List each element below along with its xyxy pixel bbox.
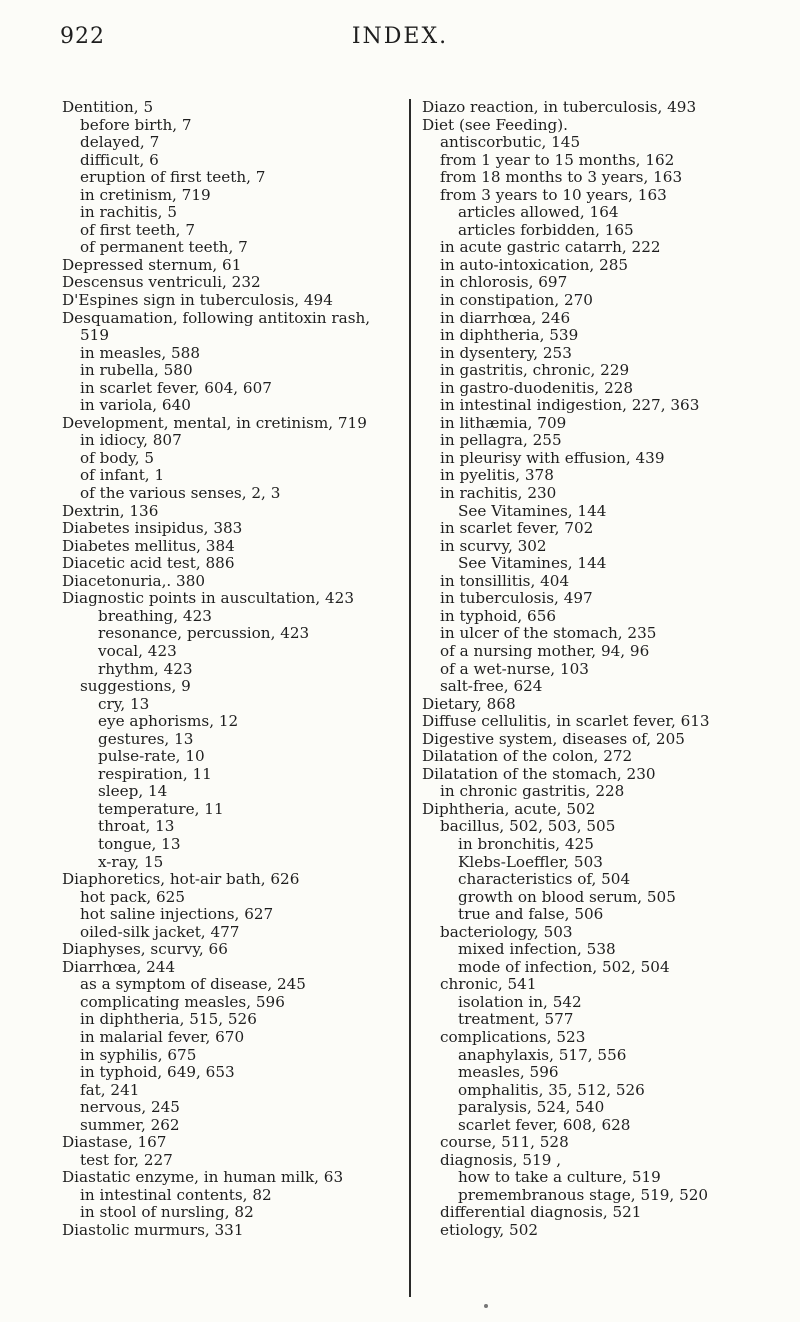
index-entry: of the various senses, 2, 3 bbox=[80, 484, 281, 503]
index-entry: Diffuse cellulitis, in scarlet fever, 613 bbox=[422, 712, 710, 731]
index-entry: from 1 year to 15 months, 162 bbox=[440, 150, 675, 169]
index-entry: in diphtheria, 515, 526 bbox=[80, 1010, 257, 1029]
index-entry: oiled-silk jacket, 477 bbox=[80, 922, 240, 941]
index-entry: Diastase, 167 bbox=[62, 1133, 167, 1152]
index-entry: Dietary, 868 bbox=[422, 694, 516, 713]
index-entry: mode of infection, 502, 504 bbox=[458, 957, 670, 976]
index-entry: in bronchitis, 425 bbox=[458, 834, 594, 853]
index-entry: in typhoid, 649, 653 bbox=[80, 1063, 235, 1082]
index-entry: in ulcer of the stomach, 235 bbox=[440, 624, 657, 643]
index-entry: Diagnostic points in auscultation, 423 bbox=[62, 589, 354, 608]
index-entry: delayed, 7 bbox=[80, 133, 160, 152]
index-entry: growth on blood serum, 505 bbox=[458, 887, 676, 906]
index-entry: in rachitis, 230 bbox=[440, 484, 557, 503]
index-entry: how to take a culture, 519 bbox=[458, 1168, 661, 1187]
index-entry: in malarial fever, 670 bbox=[80, 1027, 245, 1046]
index-entry: in pleurisy with effusion, 439 bbox=[440, 448, 665, 467]
column-divider bbox=[409, 99, 411, 1297]
index-entry: chronic, 541 bbox=[440, 975, 537, 994]
index-entry: in intestinal contents, 82 bbox=[80, 1185, 272, 1204]
index-entry: treatment, 577 bbox=[458, 1010, 574, 1029]
index-entry: hot pack, 625 bbox=[80, 887, 185, 906]
index-entry: isolation in, 542 bbox=[458, 992, 582, 1011]
index-entry: from 3 years to 10 years, 163 bbox=[440, 185, 667, 204]
index-entry: before birth, 7 bbox=[80, 115, 192, 134]
index-entry: in syphilis, 675 bbox=[80, 1045, 197, 1064]
index-entry: antiscorbutic, 145 bbox=[440, 133, 581, 152]
index-entry: in lithæmia, 709 bbox=[440, 413, 567, 432]
index-entry: complications, 523 bbox=[440, 1027, 586, 1046]
index-entry: temperature, 11 bbox=[98, 799, 224, 818]
index-entry: in rachitis, 5 bbox=[80, 203, 177, 222]
index-entry: from 18 months to 3 years, 163 bbox=[440, 168, 683, 187]
index-entry: in tonsillitis, 404 bbox=[440, 571, 570, 590]
index-entry: in auto-intoxication, 285 bbox=[440, 255, 629, 274]
index-entry: in chronic gastritis, 228 bbox=[440, 782, 625, 801]
index-entry: in scarlet fever, 702 bbox=[440, 519, 594, 538]
index-entry: premembranous stage, 519, 520 bbox=[458, 1185, 709, 1204]
index-entry: of a wet-nurse, 103 bbox=[440, 659, 589, 678]
index-entry: etiology, 502 bbox=[440, 1221, 539, 1239]
index-entry: articles forbidden, 165 bbox=[458, 220, 634, 239]
index-entry: anaphylaxis, 517, 556 bbox=[458, 1045, 627, 1064]
index-entry: differential diagnosis, 521 bbox=[440, 1203, 642, 1222]
index-entry: Diet (see Feeding). bbox=[422, 115, 568, 134]
index-entry: in measles, 588 bbox=[80, 343, 200, 362]
index-entry: See Vitamines, 144 bbox=[458, 501, 607, 520]
index-entry: Descensus ventriculi, 232 bbox=[62, 273, 261, 292]
index-entry: in gastro-duodenitis, 228 bbox=[440, 378, 634, 397]
index-entry: Diarrhœa, 244 bbox=[62, 957, 176, 976]
index-entry: pulse-rate, 10 bbox=[98, 747, 205, 766]
index-entry: of permanent teeth, 7 bbox=[80, 238, 248, 257]
index-entry: Dilatation of the colon, 272 bbox=[422, 747, 633, 766]
index-entry: cry, 13 bbox=[98, 694, 150, 713]
index-entry: tongue, 13 bbox=[98, 834, 181, 853]
index-entry: in dysentery, 253 bbox=[440, 343, 572, 362]
page-speck bbox=[484, 1304, 488, 1308]
page-header bbox=[0, 24, 800, 58]
index-entry: in pellagra, 255 bbox=[440, 431, 562, 450]
index-entry: of a nursing mother, 94, 96 bbox=[440, 641, 650, 660]
index-entry: in typhoid, 656 bbox=[440, 606, 557, 625]
index-entry: in variola, 640 bbox=[80, 396, 191, 415]
index-entry: vocal, 423 bbox=[98, 641, 177, 660]
index-entry: paralysis, 524, 540 bbox=[458, 1098, 605, 1117]
index-entry: in rubella, 580 bbox=[80, 361, 193, 380]
index-entry: bacteriology, 503 bbox=[440, 922, 573, 941]
index-entry: Dextrin, 136 bbox=[62, 501, 159, 520]
index-entry: resonance, percussion, 423 bbox=[98, 624, 310, 643]
index-entry: diagnosis, 519 , bbox=[440, 1150, 562, 1169]
index-entry: Klebs-Loeffler, 503 bbox=[458, 852, 603, 871]
index-entry: in pyelitis, 378 bbox=[440, 466, 554, 485]
index-entry: Diaphyses, scurvy, 66 bbox=[62, 940, 228, 959]
index-entry: Diazo reaction, in tuberculosis, 493 bbox=[422, 98, 697, 116]
index-entry: See Vitamines, 144 bbox=[458, 554, 607, 573]
index-entry: Dilatation of the stomach, 230 bbox=[422, 764, 656, 783]
index-entry: Diabetes insipidus, 383 bbox=[62, 519, 243, 538]
index-entry: Dentition, 5 bbox=[62, 98, 154, 116]
index-entry: in gastritis, chronic, 229 bbox=[440, 361, 630, 380]
index-entry: hot saline injections, 627 bbox=[80, 905, 274, 924]
index-entry: Diabetes mellitus, 384 bbox=[62, 536, 235, 555]
index-entry: Diacetic acid test, 886 bbox=[62, 554, 235, 573]
index-entry: true and false, 506 bbox=[458, 905, 604, 924]
index-entry: suggestions, 9 bbox=[80, 677, 191, 696]
index-entry: of body, 5 bbox=[80, 448, 155, 467]
index-entry: throat, 13 bbox=[98, 817, 175, 836]
index-entry: Diacetonuria,. 380 bbox=[62, 571, 206, 590]
index-entry: in idiocy, 807 bbox=[80, 431, 182, 450]
index-entry: Diastolic murmurs, 331 bbox=[62, 1221, 244, 1239]
index-column-right bbox=[422, 99, 800, 1240]
index-entry: eruption of first teeth, 7 bbox=[80, 168, 266, 187]
index-entry: scarlet fever, 608, 628 bbox=[458, 1115, 631, 1134]
index-entry: course, 511, 528 bbox=[440, 1133, 569, 1152]
index-entry: in tuberculosis, 497 bbox=[440, 589, 593, 608]
index-entry: in constipation, 270 bbox=[440, 291, 593, 310]
index-entry: breathing, 423 bbox=[98, 606, 212, 625]
page-number: 922 bbox=[60, 24, 105, 49]
index-entry: 519 bbox=[80, 326, 109, 345]
index-entry: x-ray, 15 bbox=[98, 852, 164, 871]
index-entry: of first teeth, 7 bbox=[80, 220, 195, 239]
index-entry: Desquamation, following antitoxin rash, bbox=[62, 308, 371, 327]
index-entry: bacillus, 502, 503, 505 bbox=[440, 817, 616, 836]
index-entry: D'Espines sign in tuberculosis, 494 bbox=[62, 291, 333, 310]
index-entry: salt-free, 624 bbox=[440, 677, 543, 696]
running-title: INDEX. bbox=[351, 24, 449, 49]
index-entry: Development, mental, in cretinism, 719 bbox=[62, 413, 367, 432]
index-entry: sleep, 14 bbox=[98, 782, 168, 801]
index-entry: in intestinal indigestion, 227, 363 bbox=[440, 396, 700, 415]
index-entry: in diphtheria, 539 bbox=[440, 326, 579, 345]
index-entry: in acute gastric catarrh, 222 bbox=[440, 238, 661, 257]
index-entry: measles, 596 bbox=[458, 1063, 559, 1082]
index-entry: as a symptom of disease, 245 bbox=[80, 975, 306, 994]
index-entry: test for, 227 bbox=[80, 1150, 173, 1169]
index-entry: in stool of nursling, 82 bbox=[80, 1203, 254, 1222]
index-entry: gestures, 13 bbox=[98, 729, 194, 748]
index-entry: Diaphoretics, hot-air bath, 626 bbox=[62, 870, 300, 889]
index-entry: articles allowed, 164 bbox=[458, 203, 619, 222]
index-entry: in diarrhœa, 246 bbox=[440, 308, 571, 327]
index-entry: fat, 241 bbox=[80, 1080, 140, 1099]
index-entry: nervous, 245 bbox=[80, 1098, 180, 1117]
index-entry: omphalitis, 35, 512, 526 bbox=[458, 1080, 645, 1099]
index-entry: Depressed sternum, 61 bbox=[62, 255, 242, 274]
index-entry: eye aphorisms, 12 bbox=[98, 712, 239, 731]
index-entry: complicating measles, 596 bbox=[80, 992, 285, 1011]
index-column-left bbox=[62, 99, 407, 1240]
index-entry: respiration, 11 bbox=[98, 764, 212, 783]
index-entry: in scarlet fever, 604, 607 bbox=[80, 378, 272, 397]
index-entry: mixed infection, 538 bbox=[458, 940, 616, 959]
index-entry: rhythm, 423 bbox=[98, 659, 193, 678]
index-entry: Digestive system, diseases of, 205 bbox=[422, 729, 685, 748]
index-entry: difficult, 6 bbox=[80, 150, 159, 169]
index-entry: Diphtheria, acute, 502 bbox=[422, 799, 596, 818]
index-entry: in scurvy, 302 bbox=[440, 536, 547, 555]
index-entry: in cretinism, 719 bbox=[80, 185, 211, 204]
index-entry: characteristics of, 504 bbox=[458, 870, 631, 889]
index-entry: Diastatic enzyme, in human milk, 63 bbox=[62, 1168, 344, 1187]
index-entry: of infant, 1 bbox=[80, 466, 165, 485]
index-entry: summer, 262 bbox=[80, 1115, 180, 1134]
index-entry: in chlorosis, 697 bbox=[440, 273, 568, 292]
